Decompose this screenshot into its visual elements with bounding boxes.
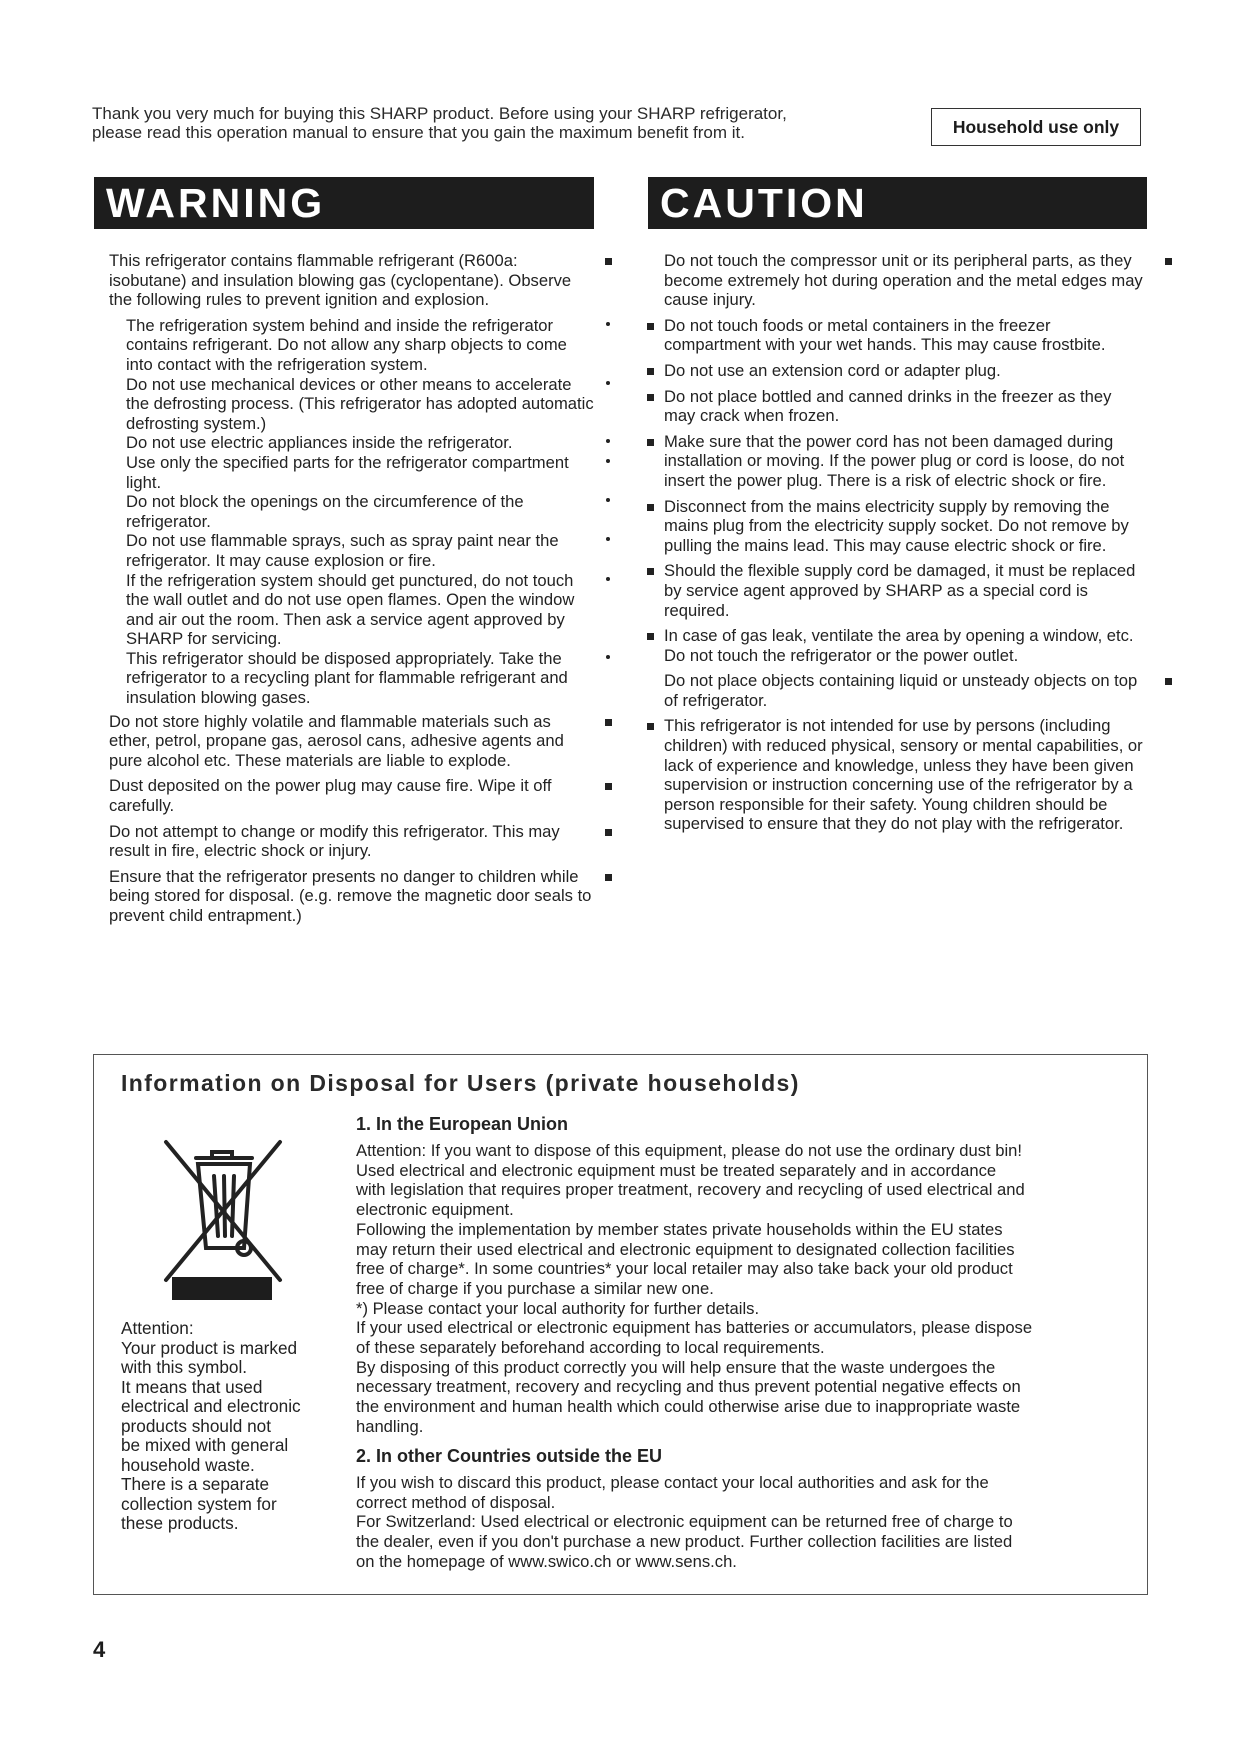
eu-line: electronic equipment. xyxy=(356,1200,514,1220)
bullet-dot-icon xyxy=(606,537,610,541)
bullet-square-icon xyxy=(647,439,654,446)
other-line: If you wish to discard this product, please contact your local authorities and ask for the xyxy=(356,1473,989,1492)
attention-line: Attention: xyxy=(121,1318,194,1338)
bullet-square-icon xyxy=(647,323,654,330)
attention-line: collection system for xyxy=(121,1493,277,1514)
eu-line: Used electrical and electronic equipment must be treated separately and in accordance xyxy=(356,1160,997,1180)
warning-sub-item: Do not use flammable sprays, such as spray paint near the refrigerator. It may cause explosion or fire. xyxy=(126,531,594,570)
bullet-dot-icon xyxy=(606,439,610,443)
eu-line: handling. xyxy=(356,1416,424,1436)
bullet-square-icon xyxy=(647,568,654,575)
caution-item: Do not touch foods or metal containers in the freezer compartment with your wet hands. This may cause frostbite. xyxy=(664,316,1144,355)
bullet-square-icon xyxy=(647,368,654,375)
eu-line: may return their used electrical and electronic equipment to designated collection facilities xyxy=(356,1239,1015,1259)
warning-sub-item: The refrigeration system behind and inside the refrigerator contains refrigerant. Do not allow any sharp objects to come into contact with the refrigeration system. xyxy=(126,316,594,375)
caution-item: Do not use an extension cord or adapter plug. xyxy=(664,361,1144,381)
bullet-square-icon xyxy=(605,874,612,881)
other-line: correct method of disposal. xyxy=(356,1492,556,1512)
eu-line: free of charge if you purchase a similar new one. xyxy=(356,1278,714,1298)
caution-item: Make sure that the power cord has not been damaged during installation or moving. If the power plug or cord is loose, do not insert the power plug. There is a risk of electric shock or fire. xyxy=(664,432,1144,491)
bullet-square-icon xyxy=(605,258,612,265)
other-countries-body-text xyxy=(356,1473,1146,1572)
warning-column xyxy=(109,251,594,932)
eu-line: Following the implementation by member states private households within the EU states xyxy=(356,1219,1003,1239)
warning-item: Do not attempt to change or modify this refrigerator. This may result in fire, electric shock or injury. xyxy=(109,822,594,861)
attention-text xyxy=(121,1319,321,1534)
caution-item: Do not touch the compressor unit or its peripheral parts, as they become extremely hot during operation and the metal edges may cause injury. xyxy=(664,251,1144,310)
bullet-square-icon xyxy=(1165,678,1172,685)
eu-line: free of charge*. In some countries* your local retailer may also take back your old product xyxy=(356,1259,1013,1279)
other-countries-heading: 2. In other Countries outside the EU xyxy=(356,1446,663,1466)
caution-item: Disconnect from the mains electricity supply by removing the mains plug from the electricity supply socket. Do not remove by pulling the mains lead. This may cause electric shock or fire. xyxy=(664,497,1144,556)
bullet-square-icon xyxy=(647,633,654,640)
attention-line: with this symbol. xyxy=(121,1357,248,1377)
attention-line: Your product is marked xyxy=(121,1337,298,1358)
caution-item: Do not place bottled and canned drinks in the freezer as they may crack when frozen. xyxy=(664,387,1144,426)
eu-line: *) Please contact your local authority for further details. xyxy=(356,1298,760,1318)
crossed-out-wheelie-bin-icon xyxy=(160,1130,286,1298)
warning-sub-item: Do not use electric appliances inside the refrigerator. xyxy=(126,433,594,453)
bullet-dot-icon xyxy=(606,459,610,463)
warning-banner: WARNING xyxy=(94,177,594,229)
household-use-label: Household use only xyxy=(931,108,1141,146)
eu-line: necessary treatment, recovery and recycling and thus prevent potential negative effects on xyxy=(356,1377,1021,1397)
disposal-title: Information on Disposal for Users (private households) xyxy=(121,1070,800,1096)
attention-line: It means that used xyxy=(121,1376,263,1397)
bullet-square-icon xyxy=(647,504,654,511)
caution-item: Should the flexible supply cord be damaged, it must be replaced by service agent approved by SHARP as a special cord is required. xyxy=(664,561,1144,620)
bullet-square-icon xyxy=(647,394,654,401)
warning-sub-item: Do not use mechanical devices or other means to accelerate the defrosting process. (This refrigerator has adopted automatic defrosting system.) xyxy=(126,375,594,434)
eu-line: of these separately beforehand according to local requirements. xyxy=(356,1338,825,1358)
bullet-square-icon xyxy=(605,829,612,836)
intro-text xyxy=(92,104,912,142)
warning-item: Do not store highly volatile and flammable materials such as ether, petrol, propane gas, aerosol cans, adhesive agents and pure alcohol etc. These materials are liable to explode. xyxy=(109,712,594,771)
warning-item: Ensure that the refrigerator presents no danger to children while being stored for disposal. (e.g. remove the magnetic door seals to prevent child entrapment.) xyxy=(109,867,594,926)
other-line: on the homepage of www.swico.ch or www.sens.ch. xyxy=(356,1551,737,1571)
eu-heading: 1. In the European Union xyxy=(356,1114,569,1134)
attention-line: household waste. xyxy=(121,1454,255,1475)
attention-line: electrical and electronic xyxy=(121,1396,301,1416)
eu-line: If your used electrical or electronic equipment has batteries or accumulators, please dispose xyxy=(356,1318,1033,1338)
warning-item: This refrigerator contains flammable refrigerant (R600a: isobutane) and insulation blowing gas (cyclopentane). Observe the following rules to prevent ignition and explosion. xyxy=(109,251,594,310)
bullet-dot-icon xyxy=(606,381,610,385)
warning-item: Dust deposited on the power plug may cause fire. Wipe it off carefully. xyxy=(109,776,594,815)
caution-column xyxy=(664,251,1144,840)
bin-underline-bar xyxy=(172,1277,272,1300)
warning-sub-item: This refrigerator should be disposed appropriately. Take the refrigerator to a recycling plant for flammable refrigerant and insulation blowing gases. xyxy=(126,649,594,708)
bullet-dot-icon xyxy=(606,322,610,326)
eu-line: By disposing of this product correctly you will help ensure that the waste undergoes the xyxy=(356,1357,996,1377)
warning-sub-item: Do not block the openings on the circumference of the refrigerator. xyxy=(126,492,594,531)
attention-line: these products. xyxy=(121,1513,239,1533)
bullet-dot-icon xyxy=(606,655,610,659)
caution-item: This refrigerator is not intended for use by persons (including children) with reduced physical, sensory or mental capabilities, or lack of experience and knowledge, unless they have been given supervision or instruction concerning use of the refrigerator by a person responsible for their safety. Young children should be supervised to ensure that they do not play with the refrigerator. xyxy=(664,716,1144,834)
attention-line: be mixed with general xyxy=(121,1435,289,1455)
caution-item: In case of gas leak, ventilate the area by opening a window, etc. Do not touch the refrigerator or the power outlet. xyxy=(664,626,1144,665)
eu-line: the environment and human health which could otherwise arise due to inappropriate waste xyxy=(356,1397,1021,1417)
intro-line: Thank you very much for buying this SHARP product. Before using your SHARP refrigerator, xyxy=(92,104,787,123)
warning-sub-list xyxy=(109,316,594,708)
bullet-dot-icon xyxy=(606,577,610,581)
intro-line: please read this operation manual to ensure that you gain the maximum benefit from it. xyxy=(92,123,745,142)
warning-sub-item: Use only the specified parts for the refrigerator compartment light. xyxy=(126,453,594,492)
other-line: For Switzerland: Used electrical or electronic equipment can be returned free of charge to xyxy=(356,1512,1013,1532)
other-line: the dealer, even if you don't purchase a new product. Further collection facilities are listed xyxy=(356,1532,1013,1552)
bullet-square-icon xyxy=(647,723,654,730)
eu-body-text xyxy=(356,1141,1146,1437)
attention-line: products should not xyxy=(121,1415,272,1436)
bullet-square-icon xyxy=(1165,258,1172,265)
warning-sub-item: If the refrigeration system should get punctured, do not touch the wall outlet and do not use open flames. Open the window and air out the room. Then ask a service agent approved by SHARP for servicing. xyxy=(126,571,594,649)
eu-line: with legislation that requires proper treatment, recovery and recycling of used electrical and xyxy=(356,1180,1025,1200)
attention-line: There is a separate xyxy=(121,1474,270,1494)
bullet-square-icon xyxy=(605,783,612,790)
eu-line: Attention: If you want to dispose of this equipment, please do not use the ordinary dust bin! xyxy=(356,1141,1023,1160)
caution-item: Do not place objects containing liquid or unsteady objects on top of refrigerator. xyxy=(664,671,1144,710)
page-number: 4 xyxy=(93,1637,106,1662)
bullet-dot-icon xyxy=(606,498,610,502)
caution-banner: CAUTION xyxy=(648,177,1147,229)
bullet-square-icon xyxy=(605,719,612,726)
